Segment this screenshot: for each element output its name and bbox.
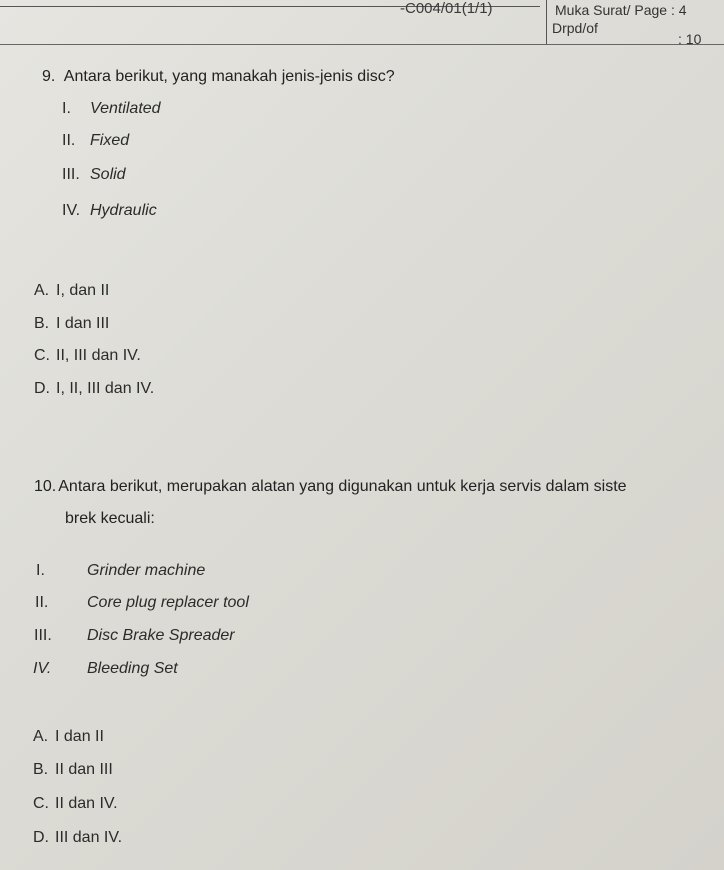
- question-text: Antara berikut, merupakan alatan yang digunakan untuk kerja servis dalam siste: [58, 478, 627, 495]
- question-number: 10.: [34, 478, 57, 495]
- header-divider: [546, 0, 547, 44]
- option-text: II dan IV.: [55, 795, 118, 812]
- total-pages: : 10: [678, 31, 702, 47]
- q10-option-c: [33, 795, 118, 813]
- item-number: II.: [35, 594, 49, 611]
- item-number: III.: [34, 627, 52, 644]
- q9-option-c: [34, 347, 141, 365]
- q9-item-1: [62, 100, 161, 118]
- option-letter: B.: [34, 315, 50, 332]
- q9-option-b: [34, 315, 109, 333]
- question-text: Antara berikut, yang manakah jenis-jenis disc?: [63, 68, 395, 85]
- option-text: III dan IV.: [55, 829, 123, 846]
- item-text: Ventilated: [90, 100, 161, 117]
- option-text: I, II, III dan IV.: [56, 380, 155, 397]
- question-10-continued: brek kecuali:: [65, 510, 155, 527]
- q10-option-b: [33, 761, 113, 779]
- q9-option-a: [34, 282, 109, 300]
- q10-item-3: [34, 627, 235, 645]
- item-text: Bleeding Set: [87, 660, 178, 677]
- item-text: Fixed: [90, 132, 130, 149]
- question-9: [42, 68, 395, 86]
- q9-item-3: [62, 166, 126, 184]
- option-text: II dan III: [55, 761, 113, 778]
- q10-option-d: [33, 829, 122, 847]
- q10-item-2: [35, 594, 249, 612]
- item-number: I.: [62, 100, 71, 117]
- of-label: Drpd/of: [552, 20, 598, 36]
- item-number: IV.: [62, 202, 81, 219]
- option-letter: A.: [33, 728, 49, 745]
- q9-option-d: [34, 380, 154, 398]
- option-text: II, III dan IV.: [56, 347, 141, 364]
- option-letter: D.: [34, 380, 50, 397]
- option-text: I, dan II: [56, 282, 110, 299]
- option-letter: D.: [33, 829, 49, 846]
- item-text: Disc Brake Spreader: [87, 627, 235, 644]
- item-number: III.: [62, 166, 80, 183]
- item-text: Solid: [90, 166, 126, 183]
- q10-item-4: [33, 660, 178, 678]
- option-letter: C.: [33, 795, 49, 812]
- option-text: I dan III: [56, 315, 110, 332]
- item-number: IV.: [33, 660, 52, 677]
- item-text: Hydraulic: [90, 202, 157, 219]
- option-letter: A.: [34, 282, 50, 299]
- q9-item-2: [62, 132, 129, 150]
- q10-option-a: [33, 728, 104, 746]
- document-code: -C004/01(1/1): [400, 0, 493, 17]
- option-letter: B.: [33, 761, 49, 778]
- option-text: I dan II: [55, 728, 104, 745]
- q9-item-4: [62, 202, 157, 220]
- q10-item-1: [36, 562, 205, 580]
- page-label: Muka Surat/ Page : 4: [555, 2, 687, 18]
- option-letter: C.: [34, 347, 50, 364]
- item-text: Grinder machine: [87, 562, 206, 579]
- header-line-bottom: [0, 44, 724, 45]
- question-10: [34, 478, 627, 496]
- item-number: I.: [36, 562, 45, 579]
- item-number: II.: [62, 132, 76, 149]
- item-text: Core plug replacer tool: [87, 594, 249, 611]
- question-number: 9.: [42, 68, 56, 85]
